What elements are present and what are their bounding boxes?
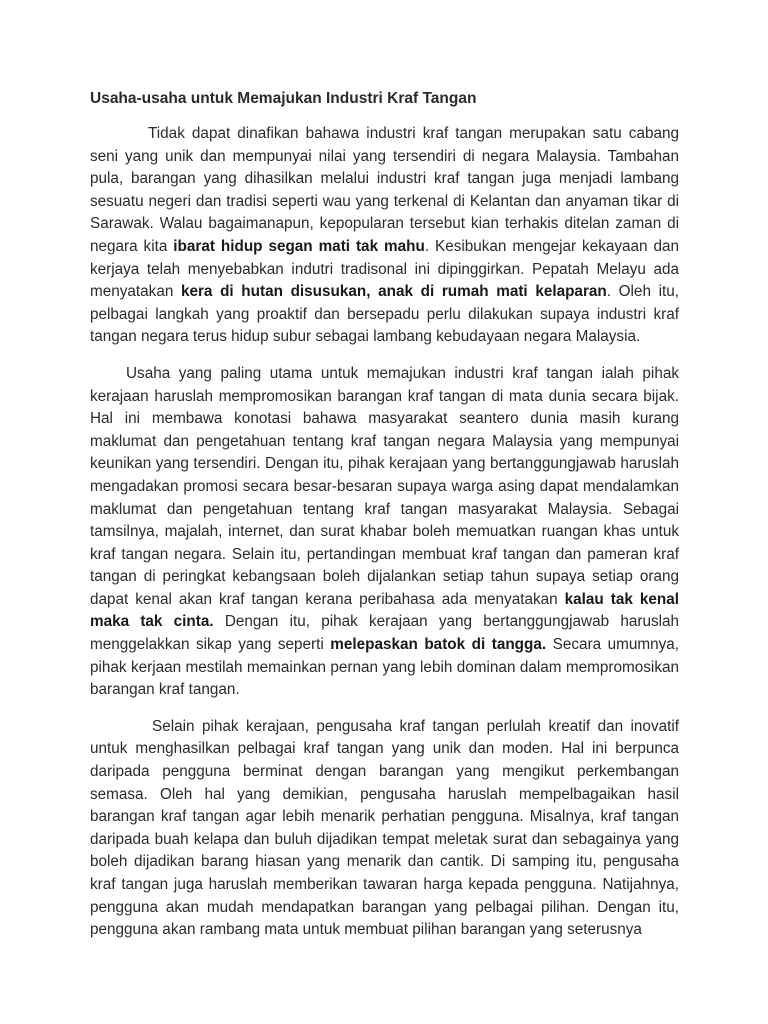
paragraph-3	[90, 716, 679, 942]
paragraph-text: . Oleh itu, pelbagai langkah yang proaktif dan bersepadu perlu dilakukan supaya industri kraf tangan negara terus hidup subur sebagai lambang kebudayaan negara Malaysia.	[90, 283, 679, 346]
paragraph-text: Tidak dapat dinafikan bahawa industri kraf tangan merupakan satu cabang seni yang unik dan mempunyai nilai yang tersendiri di negara Malaysia. Tambahan pula, barangan yang dihasilkan melalui industri kraf tangan juga menjadi lambang sesuatu negeri dan tradisi seperti wau yang terkenal di Kelantan dan anyaman tikar di Sarawak. Walau bagaimanapun, kepopularan tersebut kian terhakis ditelan zaman di negara kita	[90, 125, 679, 255]
bold-phrase: kera di hutan disusukan, anak di rumah mati kelaparan	[180, 283, 607, 301]
paragraph-1	[90, 123, 679, 349]
paragraph-2	[90, 363, 679, 702]
bold-phrase: melepaskan batok di tangga.	[330, 636, 547, 654]
paragraph-text: . Kesibukan mengejar kekayaan dan kerjaya telah menyebabkan indutri tradisonal ini dipinggirkan. Pepatah Melayu ada menyatakan	[90, 237, 679, 301]
bold-phrase: ibarat hidup segan mati tak mahu	[173, 237, 425, 255]
paragraph-text: Selain pihak kerajaan, pengusaha kraf tangan perlulah kreatif dan inovatif untuk menghasilkan pelbagai kraf tangan yang unik dan moden. Hal ini berpunca daripada pengguna berminat dengan barangan yang mengikut perkembangan semasa. Oleh hal yang demikian, pengusaha haruslah mempelbagaikan hasil barangan kraf tangan agar lebih menarik perhatian pengguna. Misalnya, kraf tangan daripada buah kelapa dan buluh dijadikan tempat meletak surat dan sebagainya yang boleh dijadikan barang hiasan yang menarik dan cantik. Di samping itu, pengusaha kraf tangan juga haruslah memberikan tawaran harga kepada pengguna. Natijahnya, pengguna akan mudah mendapatkan barangan yang pelbagai pilihan. Dengan itu, pengguna akan rambang mata untuk membuat pilihan barangan yang seterusnya	[90, 717, 679, 939]
document-page	[90, 88, 679, 942]
document-title: Usaha-usaha untuk Memajukan Industri Kraf Tangan	[90, 90, 477, 107]
paragraph-text: Dengan itu, pihak kerajaan yang bertanggungjawab haruslah menggelakkan sikap yang seperti	[90, 613, 680, 654]
bold-phrase: kalau tak kenal maka tak cinta.	[90, 590, 679, 631]
paragraph-text: Secara umumnya, pihak kerjaan mestilah memainkan pernan yang lebih dominan dalam mempromosikan barangan kraf tangan.	[90, 636, 679, 699]
paragraph-text: Usaha yang paling utama untuk memajukan industri kraf tangan ialah pihak kerajaan haruslah mempromosikan barangan kraf tangan di mata dunia secara bijak. Hal ini membawa konotasi bahawa masyarakat seantero dunia masih kurang maklumat dan pengetahuan tentang kraf tangan negara Malaysia yang mempunyai keunikan yang tersendiri. Dengan itu, pihak kerajaan yang bertanggungjawab haruslah mengadakan promosi secara besar-besaran supaya warga asing dapat mendalamkan maklumat dan pengetahuan tentang kraf tangan masyarakat Malaysia. Sebagai tamsilnya, majalah, internet, dan surat khabar boleh memuatkan ruangan khas untuk kraf tangan negara. Selain itu, pertandingan membuat kraf tangan dan pameran kraf tangan di peringkat kebangsaan boleh dijalankan setiap tahun supaya setiap orang dapat kenal akan kraf tangan kerana peribahasa ada menyatakan	[90, 364, 679, 608]
